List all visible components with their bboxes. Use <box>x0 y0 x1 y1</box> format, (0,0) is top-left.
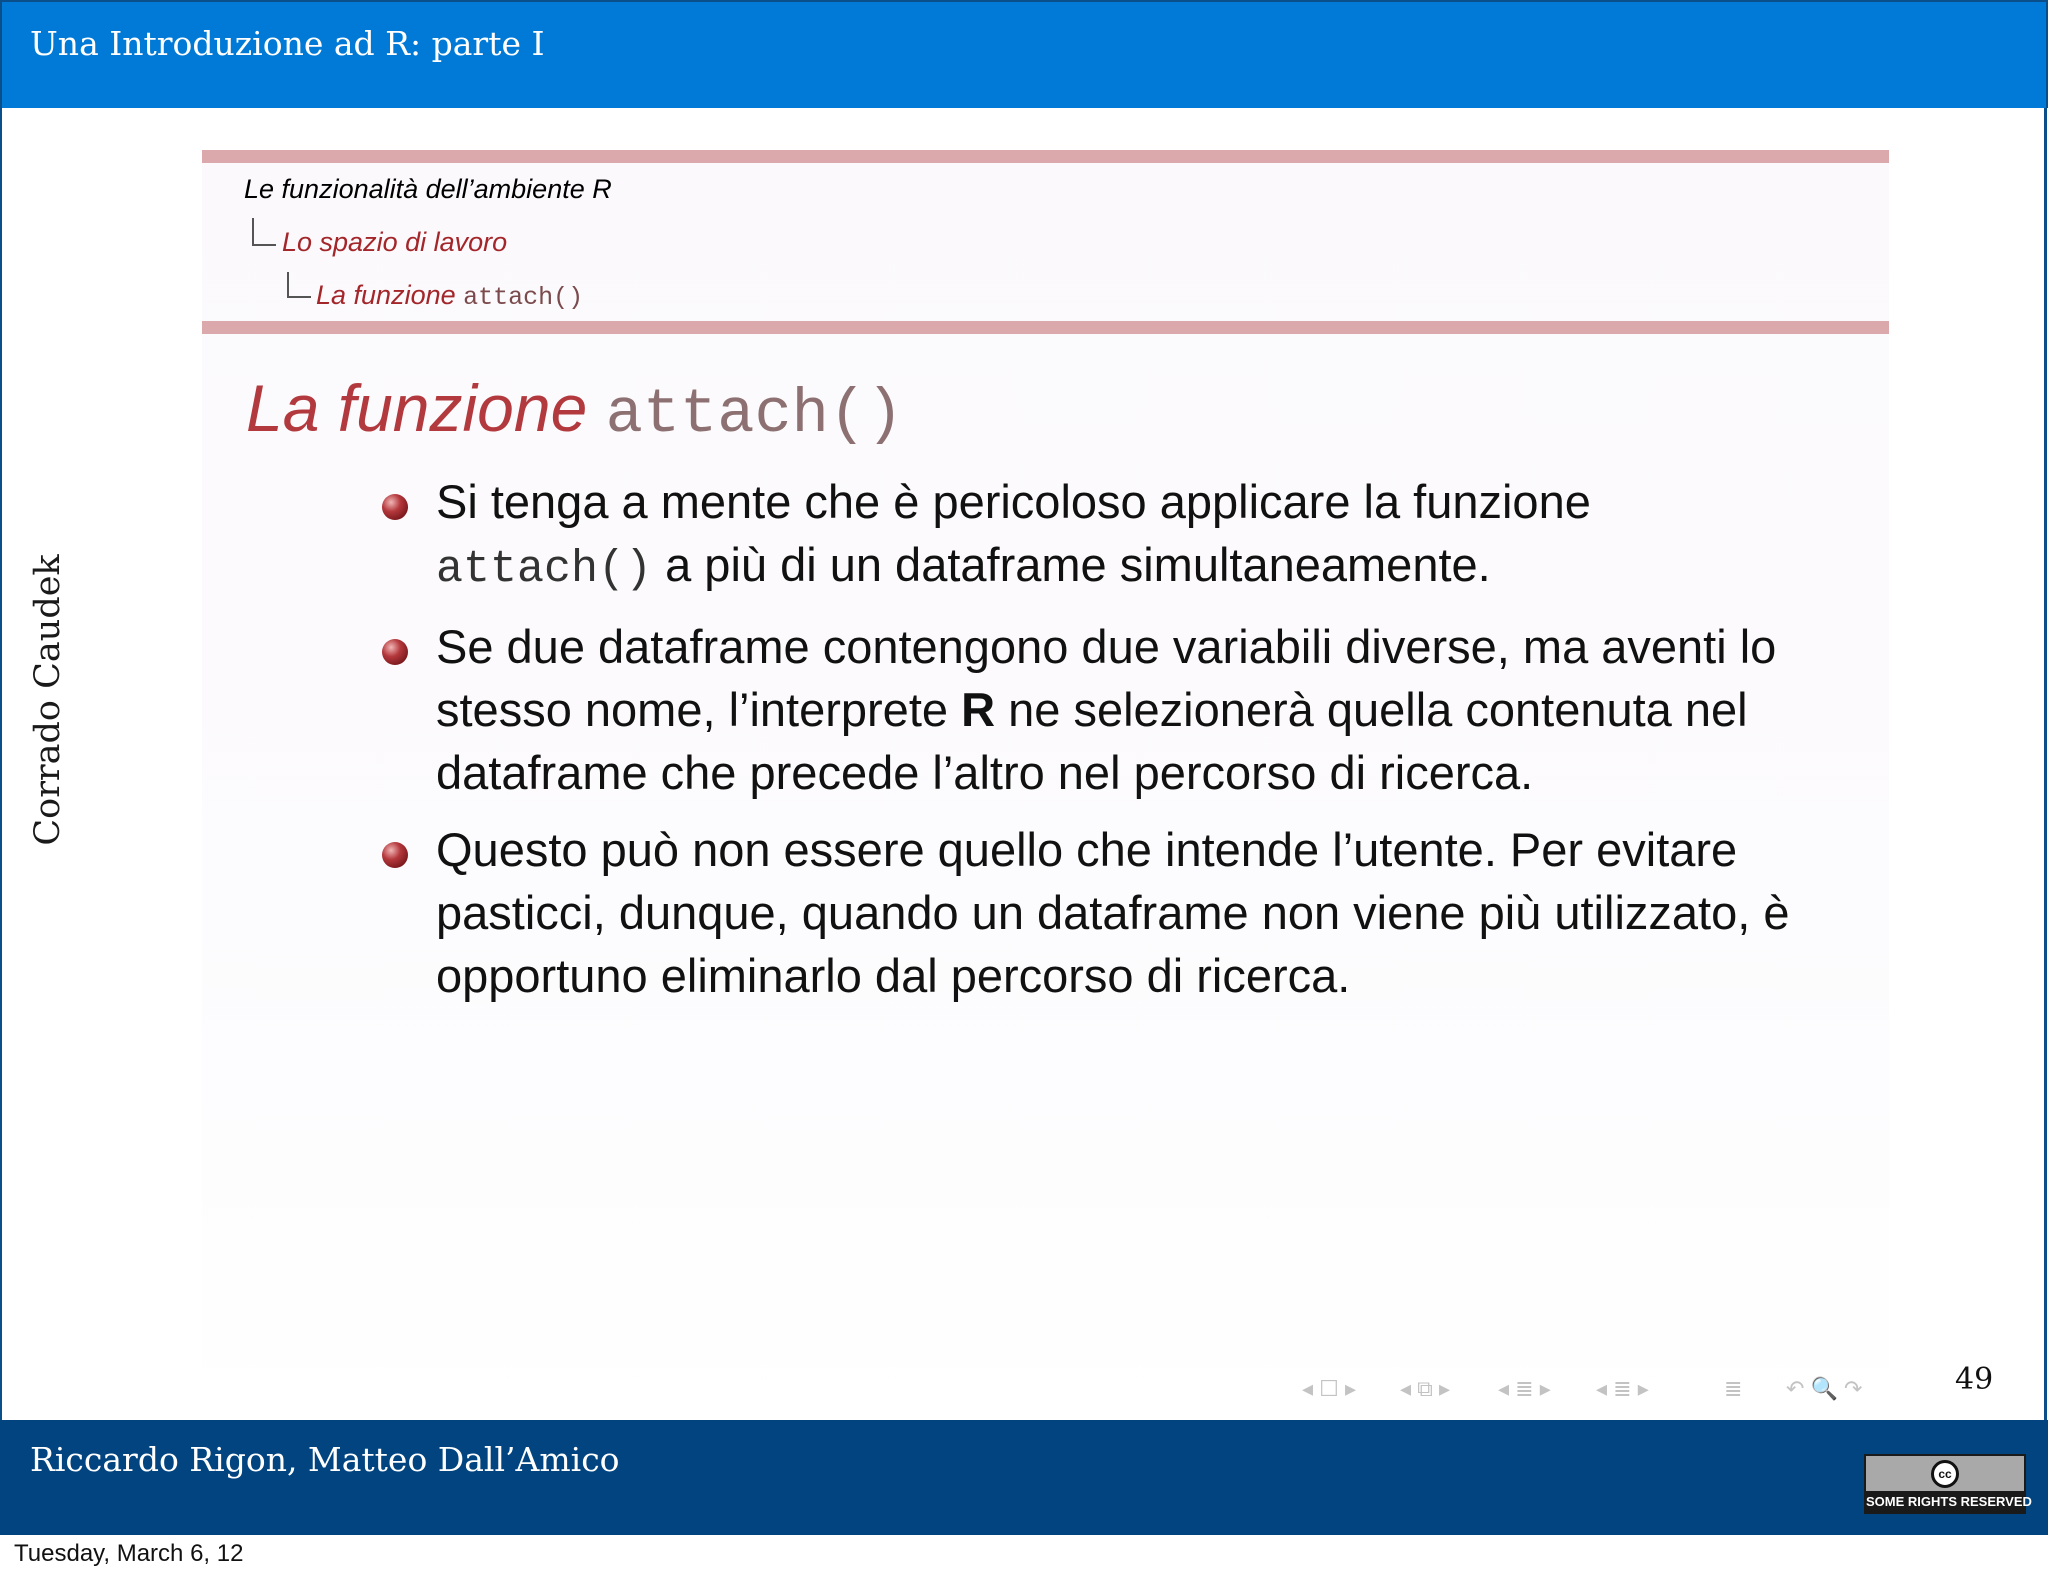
nav-tools-icon[interactable]: ↶ 🔍 ↷ <box>1786 1376 1863 1401</box>
nav-outline-icon[interactable]: ≣ <box>1724 1376 1743 1401</box>
sidebar-author: Corrado Caudek <box>28 554 68 846</box>
bullet-item: Si tenga a mente che è pericoloso applicare la funzione attach() a più di un dataframe simultaneamente. <box>380 470 1800 601</box>
bullet-ball-icon <box>382 639 408 665</box>
footer-authors: Riccardo Rigon, Matteo Dall’Amico <box>30 1440 620 1479</box>
bullet-item: Se due dataframe contengono due variabili diverse, ma aventi lo stesso nome, l’interprete R ne selezionerà quella contenuta nel dataframe che precede l’altro nel percorso di ricerca. <box>380 615 1800 804</box>
breadcrumb-section: Le funzionalità dell’ambiente R <box>244 174 612 204</box>
bullet-item: Questo può non essere quello che intende l’utente. Per evitare pasticci, dunque, quando un dataframe non viene più utilizzato, è opportuno eliminarlo dal percorso di ricerca. <box>380 818 1800 1007</box>
frame-border-left <box>0 108 2 1420</box>
frame-border-right <box>2044 108 2047 1420</box>
cc-license-text: SOME RIGHTS RESERVED <box>1866 1491 2024 1513</box>
breadcrumb-subsection: Lo spazio di lavoro <box>282 227 508 257</box>
page-number: 49 <box>1955 1362 1994 1397</box>
bullet-list <box>380 470 1800 1021</box>
presentation-title: Una Introduzione ad R: parte I <box>30 24 545 63</box>
nav-section-alt-icon[interactable]: ◂ ≣ ▸ <box>1596 1376 1649 1401</box>
print-date: Tuesday, March 6, 12 <box>14 1540 244 1567</box>
cc-license-badge[interactable] <box>1864 1454 2032 1514</box>
breadcrumb-subsubsection: La funzione attach() <box>316 280 584 312</box>
breadcrumb-tree-line <box>252 218 276 246</box>
nav-subsection-icon[interactable]: ◂ ⧉ ▸ <box>1400 1376 1451 1401</box>
slide-title: La funzione attach() <box>246 371 904 450</box>
nav-frame-icon[interactable]: ◂ ☐ ▸ <box>1302 1376 1357 1401</box>
bullet-ball-icon <box>382 842 408 868</box>
cc-logo-icon: cc <box>1931 1460 1959 1488</box>
breadcrumb-tree-line <box>287 272 311 298</box>
breadcrumb-top-rule <box>202 150 1889 163</box>
bullet-ball-icon <box>382 494 408 520</box>
nav-section-icon[interactable]: ◂ ≣ ▸ <box>1498 1376 1551 1401</box>
breadcrumb-bottom-rule <box>202 321 1889 334</box>
